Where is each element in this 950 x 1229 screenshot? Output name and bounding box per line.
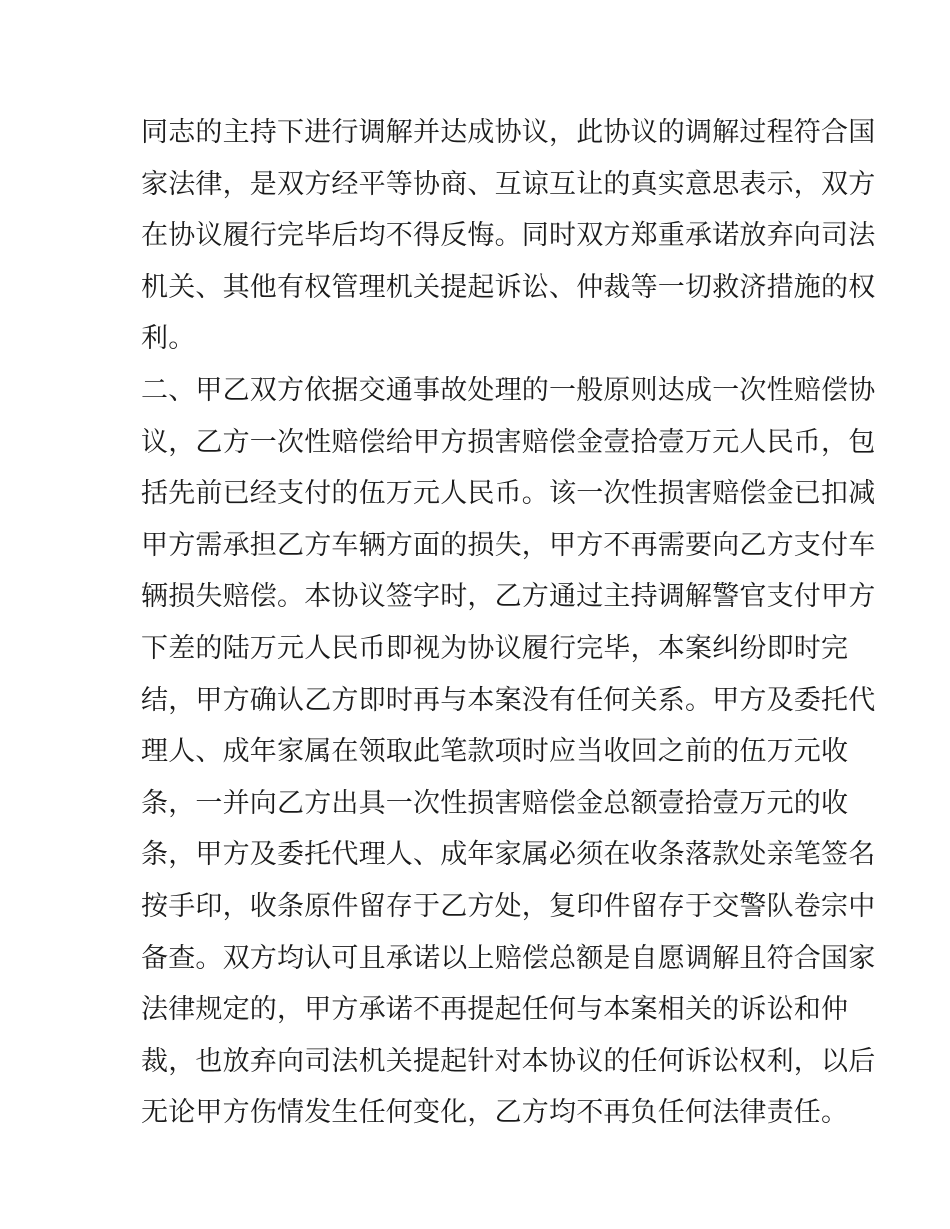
text-line: 按手印，收条原件留存于乙方处，复印件留存于交警队卷宗中 xyxy=(141,890,876,922)
text-line: 无论甲方伤情发生任何变化，乙方均不再负任何法律责任。 xyxy=(141,1097,849,1129)
text-line: 下差的陆万元人民币即视为协议履行完毕，本案纠纷即时完 xyxy=(141,632,849,664)
text-line: 家法律，是双方经平等协商、互谅互让的真实意思表示，双方 xyxy=(141,168,876,200)
text-line: 结，甲方确认乙方即时再与本案没有任何关系。甲方及委托代 xyxy=(141,684,876,716)
text-line: 括先前已经支付的伍万元人民币。该一次性损害赔偿金已扣减 xyxy=(141,478,876,510)
text-line: 利。 xyxy=(141,323,196,355)
text-line: 议，乙方一次性赔偿给甲方损害赔偿金壹拾壹万元人民币，包 xyxy=(141,426,876,458)
text-line: 机关、其他有权管理机关提起诉讼、仲裁等一切救济措施的权 xyxy=(141,271,876,303)
text-line: 条，甲方及委托代理人、成年家属必须在收条落款处亲笔签名 xyxy=(141,839,876,871)
text-line: 甲方需承担乙方车辆方面的损失，甲方不再需要向乙方支付车 xyxy=(141,529,876,561)
text-line: 裁，也放弃向司法机关提起针对本协议的任何诉讼权利，以后 xyxy=(141,1045,876,1077)
text-line: 法律规定的，甲方承诺不再提起任何与本案相关的诉讼和仲 xyxy=(141,994,849,1026)
agreement-text xyxy=(141,107,876,1139)
text-line: 备查。双方均认可且承诺以上赔偿总额是自愿调解且符合国家 xyxy=(141,942,876,974)
text-line: 同志的主持下进行调解并达成协议，此协议的调解过程符合国 xyxy=(141,117,876,148)
text-line: 理人、成年家属在领取此笔款项时应当收回之前的伍万元收 xyxy=(141,736,849,768)
text-line: 辆损失赔偿。本协议签字时，乙方通过主持调解警官支付甲方 xyxy=(141,581,876,613)
text-line: 条，一并向乙方出具一次性损害赔偿金总额壹拾壹万元的收 xyxy=(141,787,849,819)
text-line: 在协议履行完毕后均不得反悔。同时双方郑重承诺放弃向司法 xyxy=(141,220,876,252)
text-line: 二、甲乙双方依据交通事故处理的一般原则达成一次性赔偿协 xyxy=(141,374,876,406)
